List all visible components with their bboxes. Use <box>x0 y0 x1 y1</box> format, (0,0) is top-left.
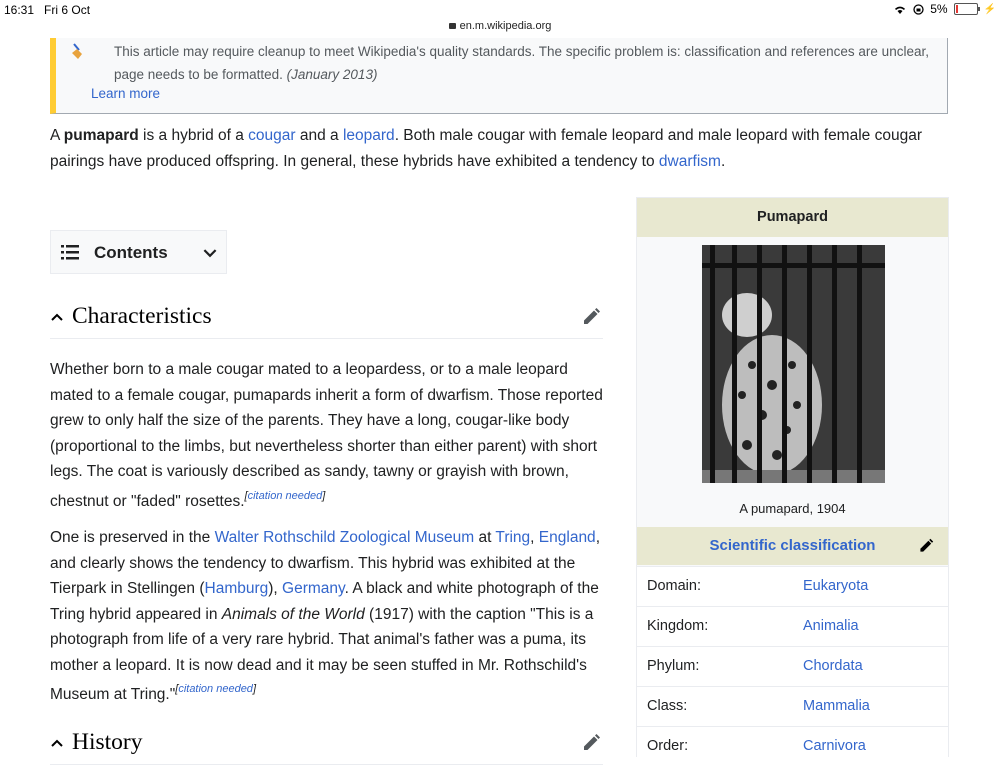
lock-icon <box>449 23 456 29</box>
list-icon <box>61 244 79 260</box>
pumapard-photo[interactable] <box>702 245 885 483</box>
status-time: 16:31 Fri 6 Oct <box>4 3 91 17</box>
infobox <box>636 197 949 757</box>
battery-percent: 5% <box>930 2 948 16</box>
taxon-link[interactable]: Animalia <box>803 618 859 634</box>
paragraph-characteristics-1: Whether born to a male cougar mated to a leopardess, or to a male leopard mated to a female cougar, pumapards inherit a form of dwarfism. Those reported grew to only half the size of the parents. They have a long, cougar-like body (proportional to the limbs, but nevertheless shorter than either parent) with short legs. The coat is variously described as sandy, tawny or grayish with brown, chestnut or "faded" rosettes.[citation needed] <box>50 361 603 510</box>
notice-text: This article may require cleanup to meet Wikipedia's quality standards. The specific problem is: classification and references are unclear, page needs to be formatted. (January 2013) <box>114 44 929 82</box>
contents-label: Contents <box>94 243 168 262</box>
status-bar <box>0 0 1000 38</box>
scientific-classification-link[interactable]: Scientific classification <box>709 537 876 554</box>
link-england[interactable]: England <box>538 529 596 546</box>
address-bar[interactable] <box>0 20 1000 32</box>
battery-icon <box>954 3 978 15</box>
edit-pencil-icon[interactable] <box>581 733 601 753</box>
broom-icon <box>70 42 88 65</box>
taxon-link[interactable]: Mammalia <box>803 698 870 714</box>
taxon-link[interactable]: Eukaryota <box>803 578 869 594</box>
taxonomy-row-order: Order: Carnivora <box>637 726 948 767</box>
cleanup-notice <box>50 38 948 114</box>
section-title: Characteristics <box>72 303 212 329</box>
link-germany[interactable]: Germany <box>282 580 345 597</box>
edit-pencil-icon[interactable] <box>918 538 934 554</box>
photo-caption: A pumapard, 1904 <box>739 501 846 516</box>
section-title: History <box>72 729 143 755</box>
taxonomy-row-kingdom: Kingdom: Animalia <box>637 606 948 647</box>
citation-needed: [citation needed] <box>244 489 326 502</box>
learn-more-link[interactable]: Learn more <box>91 86 161 101</box>
citation-needed: [citation needed] <box>175 683 256 695</box>
chevron-up-icon <box>50 738 64 748</box>
link-tring[interactable]: Tring <box>495 529 531 546</box>
wifi-icon <box>893 4 907 15</box>
taxonomy-row-domain: Domain: Eukaryota <box>637 566 948 607</box>
infobox-title: Pumapard <box>637 198 948 237</box>
charging-icon: ⚡ <box>983 3 996 15</box>
chevron-up-icon <box>50 312 64 322</box>
url-text: en.m.wikipedia.org <box>459 20 552 32</box>
link-hamburg[interactable]: Hamburg <box>204 580 269 597</box>
contents-toggle[interactable] <box>50 230 227 274</box>
chevron-down-icon <box>203 249 217 258</box>
taxon-link[interactable]: Carnivora <box>803 738 866 754</box>
citation-needed-link[interactable]: citation needed <box>247 489 323 502</box>
taxonomy-row-phylum: Phylum: Chordata <box>637 646 948 687</box>
link-cougar[interactable]: cougar <box>248 127 296 144</box>
status-right <box>893 2 996 16</box>
orientation-lock-icon <box>913 4 924 15</box>
section-characteristics[interactable] <box>50 300 603 339</box>
scientific-classification-header[interactable] <box>637 527 948 565</box>
section-history[interactable] <box>50 726 603 765</box>
lead-paragraph: A pumapard is a hybrid of a cougar and a leopard. Both male cougar with female leopard and male leopard with female cougar pairings have produced offspring. In general, these hybrids have exhibited a tendency to dwarfism. <box>50 127 922 170</box>
paragraph-characteristics-2: One is preserved in the Walter Rothschild Zoological Museum at Tring, England, and clearly shows the tendency to dwarfism. This hybrid was exhibited at the Tierpark in Stellingen (Hamburg), Germany. A black and white photograph of the Tring hybrid appeared in Animals of the World (1917) with the caption "This is a photograph from life of a very rare hybrid. That animal's father was a puma, its mother a leopard. It is now dead and it may be seen stuffed in Mr. Rothschild's Museum at Tring."[citation needed] <box>50 529 600 704</box>
citation-needed-link[interactable]: citation needed <box>178 683 253 695</box>
taxonomy-row-class: Class: Mammalia <box>637 686 948 727</box>
link-dwarfism[interactable]: dwarfism <box>658 152 721 170</box>
link-leopard[interactable]: leopard <box>342 127 395 144</box>
edit-pencil-icon[interactable] <box>581 307 601 327</box>
link-rothschild-museum[interactable]: Walter Rothschild Zoological Museum <box>214 529 475 546</box>
taxon-link[interactable]: Chordata <box>803 658 863 674</box>
